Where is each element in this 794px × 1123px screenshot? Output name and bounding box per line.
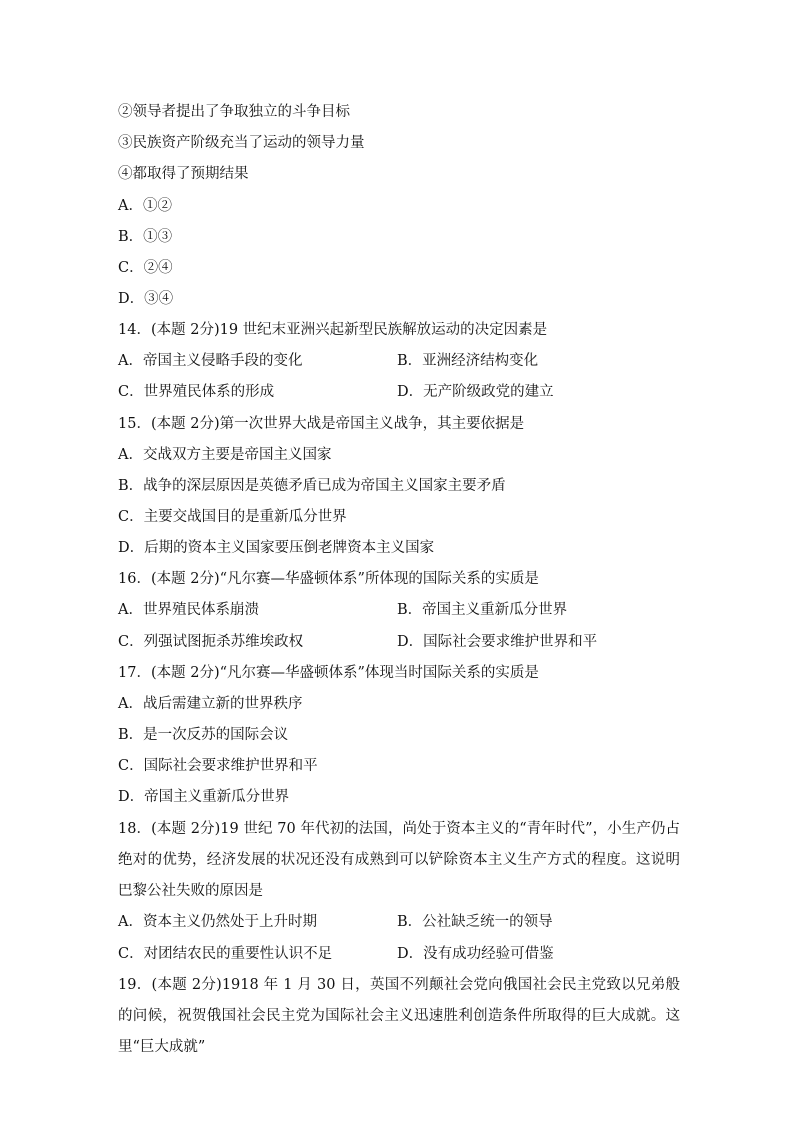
q16-option-c: C．列强试图扼杀苏维埃政权	[118, 634, 304, 650]
q16-option-b: B．帝国主义重新瓜分世界	[397, 602, 568, 618]
q15-stem: 15．(本题 2分)第一次世界大战是帝国主义战争，其主要依据是	[118, 416, 525, 432]
q13-option-a: A．①②	[118, 198, 172, 214]
q17-option-c: C．国际社会要求维护世界和平	[118, 758, 318, 774]
q14-option-a: A．帝国主义侵略手段的变化	[118, 353, 303, 369]
q16-option-a: A．世界殖民体系崩溃	[118, 602, 259, 618]
q18-option-d: D．没有成功经验可借鉴	[397, 946, 554, 962]
q17-stem: 17．(本题 2分)“凡尔赛—华盛顿体系”体现当时国际关系的实质是	[118, 665, 539, 681]
q18-stem: 18．(本题 2分)19 世纪 70 年代初的法国，尚处于资本主义的“青年时代”，小生产仍占绝对的优势，经济发展的状况还没有成熟到可以铲除资本主义生产方式的程度。这说明巴黎公社失败的原因是	[118, 821, 680, 899]
q17-option-b: B．是一次反苏的国际会议	[118, 727, 289, 743]
q16-option-d: D．国际社会要求维护世界和平	[397, 634, 598, 650]
q18-option-c: C．对团结农民的重要性认识不足	[118, 946, 333, 962]
q13-option-b: B．①③	[118, 229, 173, 245]
q16-stem: 16．(本题 2分)“凡尔赛—华盛顿体系”所体现的国际关系的实质是	[118, 571, 539, 587]
q17-option-a: A．战后需建立新的世界秩序	[118, 696, 303, 712]
q13-option-d: D．③④	[118, 291, 174, 307]
q13-statement-3: ③民族资产阶级充当了运动的领导力量	[118, 135, 365, 151]
q14-option-b: B．亚洲经济结构变化	[397, 353, 539, 369]
q18-option-a: A．资本主义仍然处于上升时期	[118, 914, 317, 930]
q13-statement-4: ④都取得了预期结果	[118, 166, 249, 182]
q14-option-c: C．世界殖民体系的形成	[118, 384, 275, 400]
q15-option-b: B．战争的深层原因是英德矛盾已成为帝国主义国家主要矛盾	[118, 478, 506, 494]
q18-option-b: B．公社缺乏统一的领导	[397, 914, 553, 930]
q15-option-c: C．主要交战国目的是重新瓜分世界	[118, 509, 347, 525]
q15-option-d: D．后期的资本主义国家要压倒老牌资本主义国家	[118, 540, 435, 556]
q19-stem: 19．(本题 2分)1918 年 1 月 30 日，英国不列颠社会党向俄国社会民主党致以兄弟般的问候，祝贺俄国社会民主党为国际社会主义迅速胜利创造条件所取得的巨大成就。这里“巨大成就”	[118, 977, 680, 1055]
q13-option-c: C．②④	[118, 260, 173, 276]
q14-option-d: D．无产阶级政党的建立	[397, 384, 554, 400]
q15-option-a: A．交战双方主要是帝国主义国家	[118, 447, 332, 463]
q17-option-d: D．帝国主义重新瓜分世界	[118, 789, 290, 805]
q14-stem: 14．(本题 2分)19 世纪末亚洲兴起新型民族解放运动的决定因素是	[118, 322, 548, 338]
q13-statement-2: ②领导者提出了争取独立的斗争目标	[118, 104, 350, 120]
